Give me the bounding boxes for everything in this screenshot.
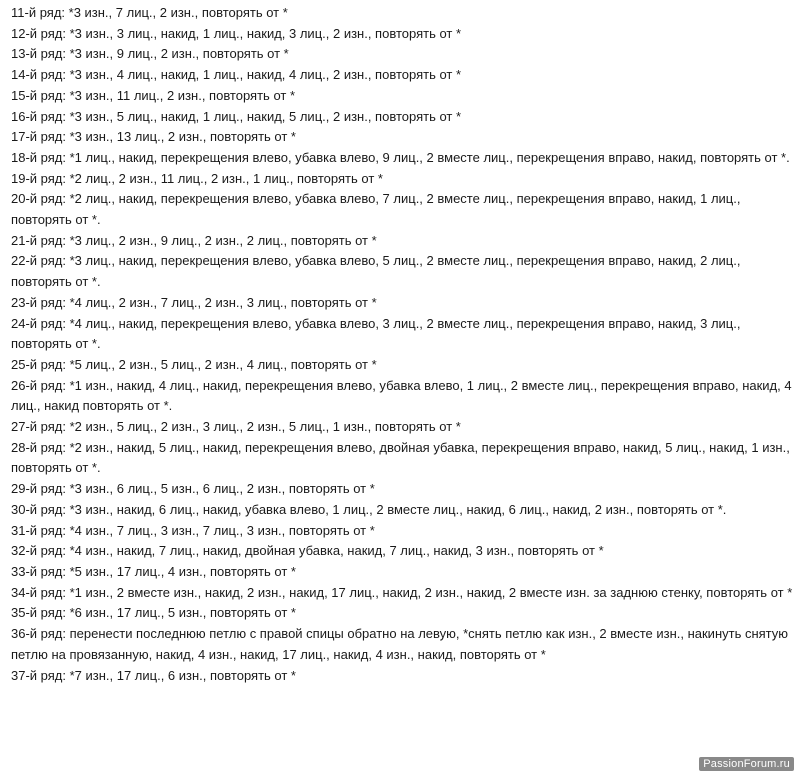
row-11: 11-й ряд: *3 изн., 7 лиц., 2 изн., повторять от * [11, 5, 288, 20]
row-14: 14-й ряд: *3 изн., 4 лиц., накид, 1 лиц., накид, 4 лиц., 2 изн., повторять от * [11, 67, 462, 83]
row-20: 20-й ряд: *2 лиц., накид, перекрещения влево, убавка влево, 7 лиц., 2 вместе лиц., перекрещения вправо, накид, 1 лиц., повторять от *. [11, 191, 741, 228]
row-21: 21-й ряд: *3 лиц., 2 изн., 9 лиц., 2 изн., 2 лиц., повторять от * [11, 232, 377, 248]
row-35: 35-й ряд: *6 изн., 17 лиц., 5 изн., повторять от * [11, 605, 296, 621]
row-22: 22-й ряд: *3 лиц., накид, перекрещения влево, убавка влево, 5 лиц., 2 вместе лиц., перекрещения вправо, накид, 2 лиц., повторять от *. [11, 253, 741, 290]
row-26: 26-й ряд: *1 изн., накид, 4 лиц., накид, перекрещения влево, убавка влево, 1 лиц., 2 вместе лиц., перекрещения вправо, накид, 4 лиц., накид повторять от *. [11, 377, 792, 414]
row-18: 18-й ряд: *1 лиц., накид, перекрещения влево, убавка влево, 9 лиц., 2 вместе лиц., перекрещения вправо, накид, повторять от *. [11, 149, 790, 165]
row-31: 31-й ряд: *4 изн., 7 лиц., 3 изн., 7 лиц., 3 изн., повторять от * [11, 522, 375, 538]
row-29: 29-й ряд: *3 изн., 6 лиц., 5 изн., 6 лиц., 2 изн., повторять от * [11, 481, 375, 497]
row-28: 28-й ряд: *2 изн., накид, 5 лиц., накид, перекрещения влево, двойная убавка, перекрещения вправо, накид, 5 лиц., накид, 1 изн., повторять от *. [11, 439, 790, 476]
row-17: 17-й ряд: *3 изн., 13 лиц., 2 изн., повторять от * [11, 129, 296, 145]
row-15: 15-й ряд: *3 изн., 11 лиц., 2 изн., повторять от * [11, 87, 296, 103]
row-25: 25-й ряд: *5 лиц., 2 изн., 5 лиц., 2 изн., 4 лиц., повторять от * [11, 356, 377, 372]
row-27: 27-й ряд: *2 изн., 5 лиц., 2 изн., 3 лиц., 2 изн., 5 лиц., 1 изн., повторять от * [11, 419, 461, 435]
row-32: 32-й ряд: *4 изн., накид, 7 лиц., накид, двойная убавка, накид, 7 лиц., накид, 3 изн., повторять от * [11, 543, 604, 559]
row-37: 37-й ряд: *7 изн., 17 лиц., 6 изн., повторять от * [11, 667, 296, 683]
row-16: 16-й ряд: *3 изн., 5 лиц., накид, 1 лиц., накид, 5 лиц., 2 изн., повторять от * [11, 108, 462, 124]
row-30: 30-й ряд: *3 изн., накид, 6 лиц., накид, убавка влево, 1 лиц., 2 вместе лиц., накид, 6 лиц., накид, 2 изн., повторять от *. [11, 501, 727, 517]
row-19: 19-й ряд: *2 лиц., 2 изн., 11 лиц., 2 изн., 1 лиц., повторять от * [11, 170, 383, 186]
row-24: 24-й ряд: *4 лиц., накид, перекрещения влево, убавка влево, 3 лиц., 2 вместе лиц., перекрещения вправо, накид, 3 лиц., повторять от *. [11, 315, 741, 352]
row-13: 13-й ряд: *3 изн., 9 лиц., 2 изн., повторять от * [11, 46, 289, 62]
row-34: 34-й ряд: *1 изн., 2 вместе изн., накид, 2 изн., накид, 17 лиц., накид, 2 изн., накид, 2 вместе изн. за заднюю стенку, повторять от * [11, 584, 793, 600]
row-12: 12-й ряд: *3 изн., 3 лиц., накид, 1 лиц., накид, 3 лиц., 2 изн., повторять от * [11, 25, 462, 41]
row-23: 23-й ряд: *4 лиц., 2 изн., 7 лиц., 2 изн., 3 лиц., повторять от * [11, 294, 377, 310]
site-watermark: PassionForum.ru [699, 757, 794, 771]
row-36: 36-й ряд: перенести последнюю петлю с правой спицы обратно на левую, *снять петлю как изн., 2 вместе изн., накинуть снятую петлю на провязанную, накид, 4 изн., накид, 17 лиц., накид, 4 изн., накид, повторять от * [11, 626, 789, 662]
knitting-instructions [11, 3, 796, 686]
row-33: 33-й ряд: *5 изн., 17 лиц., 4 изн., повторять от * [11, 563, 296, 579]
